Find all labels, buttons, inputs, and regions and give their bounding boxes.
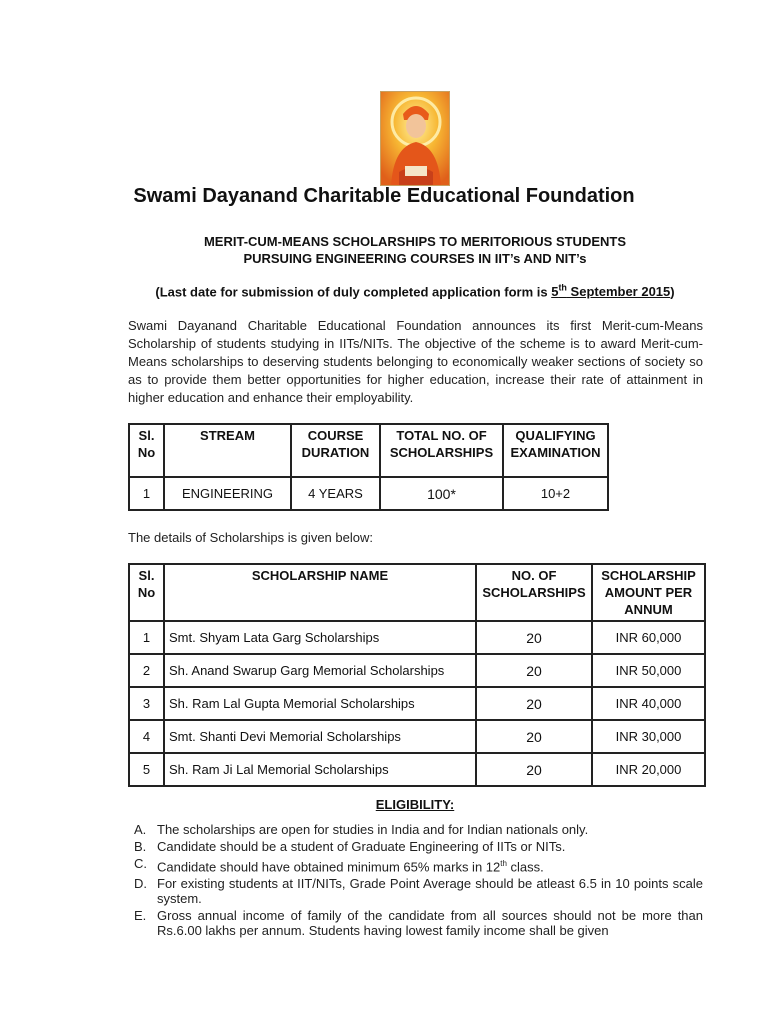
cell-amount: INR 50,000 [592, 654, 705, 687]
last-date-notice: (Last date for submission of duly completed application form is 5th September 2015) [155, 283, 675, 300]
cell-amount: INR 20,000 [592, 753, 705, 786]
eligibility-heading: ELIGIBILITY: [375, 797, 455, 812]
cell-scholarship-name: Sh. Anand Swarup Garg Memorial Scholarships [164, 654, 476, 687]
subtitle-line-2: PURSUING ENGINEERING COURSES IN IIT’s AND NIT’s [243, 251, 587, 266]
cell-stream: ENGINEERING [164, 477, 291, 510]
cell-course-duration: 4 YEARS [291, 477, 380, 510]
list-text: Candidate should be a student of Graduate Engineering of IITs or NITs. [157, 839, 566, 854]
list-item [128, 839, 703, 854]
list-text: Candidate should have obtained minimum 65% marks in 12th class. [157, 859, 544, 875]
header-amount-per-annum: SCHOLARSHIP AMOUNT PER ANNUM [592, 564, 705, 621]
cell-total-scholarships: 100* [380, 477, 503, 510]
header-scholarship-name: SCHOLARSHIP NAME [164, 564, 476, 621]
details-intro-text: The details of Scholarships is given below: [128, 530, 373, 545]
list-marker: E. [134, 908, 147, 924]
stream-table [128, 423, 609, 511]
last-date-value: 5th September 2015 [551, 283, 671, 300]
list-item [128, 822, 703, 837]
cell-count: 20 [476, 753, 592, 786]
header-course-duration: COURSE DURATION [291, 424, 380, 477]
table-row [129, 654, 705, 687]
cell-sl-no: 3 [129, 687, 164, 720]
list-text: For existing students at IIT/NITs, Grade Point Average should be atleast 6.5 in 10 points scale system. [157, 876, 703, 907]
cell-sl-no: 4 [129, 720, 164, 753]
table-row [129, 687, 705, 720]
cell-count: 20 [476, 654, 592, 687]
list-marker: D. [134, 876, 147, 892]
cell-scholarship-name: Sh. Ram Lal Gupta Memorial Scholarships [164, 687, 476, 720]
cell-sl-no: 1 [129, 621, 164, 654]
page-title: Swami Dayanand Charitable Educational Foundation [133, 185, 635, 207]
cell-count: 20 [476, 687, 592, 720]
list-item [128, 908, 703, 938]
table-row [129, 753, 705, 786]
table-row [129, 477, 608, 510]
header-qualifying-exam: QUALIFYING EXAMINATION [503, 424, 608, 477]
list-text: The scholarships are open for studies in India and for Indian nationals only. [157, 822, 589, 837]
table-row [129, 720, 705, 753]
founder-portrait-image [381, 92, 450, 186]
table-row [129, 621, 705, 654]
cell-sl-no: 1 [129, 477, 164, 510]
list-marker: A. [134, 822, 147, 837]
cell-sl-no: 2 [129, 654, 164, 687]
list-marker: C. [134, 856, 147, 871]
cell-qualifying-exam: 10+2 [503, 477, 608, 510]
header-stream: STREAM [164, 424, 291, 477]
cell-amount: INR 30,000 [592, 720, 705, 753]
cell-scholarship-name: Smt. Shanti Devi Memorial Scholarships [164, 720, 476, 753]
cell-scholarship-name: Sh. Ram Ji Lal Memorial Scholarships [164, 753, 476, 786]
intro-paragraph: Swami Dayanand Charitable Educational Foundation announces its first Merit-cum-Means Scholarship of students studying in IITs/NITs. The objective of the scheme is to award Merit-cum-Means scholarships to deserving students belonging to economically weaker sections of society so as to provide them better opportunities for higher education, increase their rate of attainment in higher education and enhance their employability. [128, 318, 703, 405]
list-text: Gross annual income of family of the candidate from all sources should not be more than Rs.6.00 lakhs per annum. Students having lowest family income shall be given [157, 908, 703, 939]
scholarship-table [128, 563, 706, 787]
list-marker: B. [134, 839, 147, 854]
header-no-of-scholarships: NO. OF SCHOLARSHIPS [476, 564, 592, 621]
cell-sl-no: 5 [129, 753, 164, 786]
cell-scholarship-name: Smt. Shyam Lata Garg Scholarships [164, 621, 476, 654]
scholarship-table-header [129, 564, 705, 621]
list-item [128, 856, 703, 874]
cell-count: 20 [476, 621, 592, 654]
page-subtitle [0, 233, 768, 267]
stream-table-header [129, 424, 608, 477]
cell-amount: INR 60,000 [592, 621, 705, 654]
cell-count: 20 [476, 720, 592, 753]
eligibility-list [128, 822, 703, 940]
list-item [128, 876, 703, 906]
subtitle-line-1: MERIT-CUM-MEANS SCHOLARSHIPS TO MERITORIOUS STUDENTS [203, 234, 627, 249]
header-sl-no: Sl. No [129, 424, 164, 477]
header-total-scholarships: TOTAL NO. OF SCHOLARSHIPS [380, 424, 503, 477]
header-sl-no: Sl. No [129, 564, 164, 621]
last-date-prefix: (Last date for submission of duly completed application form is [155, 284, 552, 300]
founder-portrait [380, 91, 450, 186]
cell-amount: INR 40,000 [592, 687, 705, 720]
